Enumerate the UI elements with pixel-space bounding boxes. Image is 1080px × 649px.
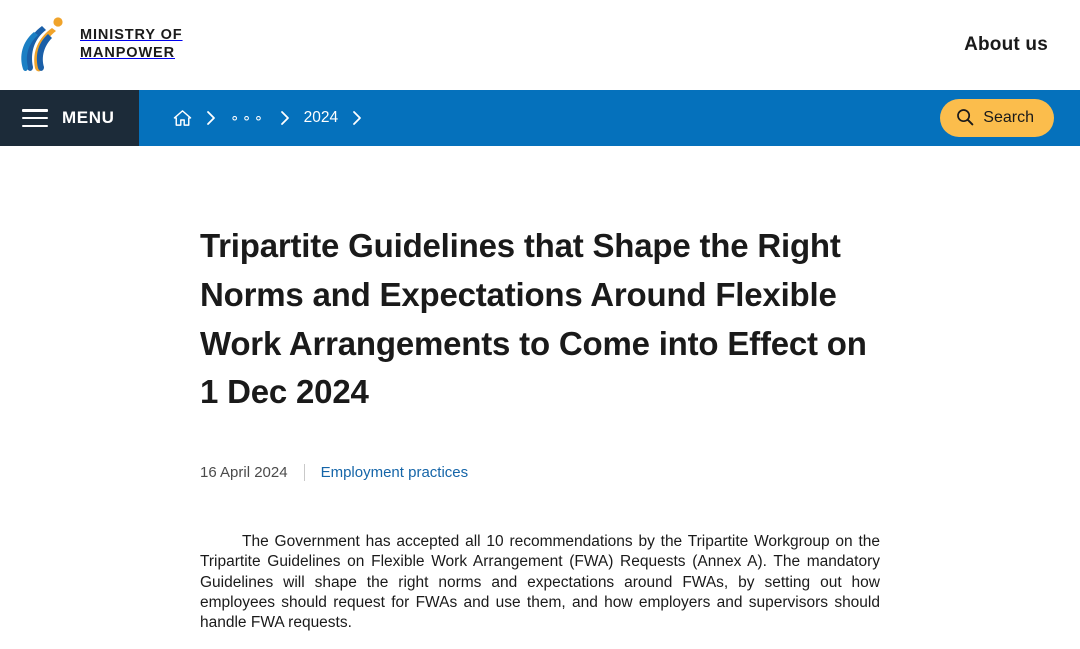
mom-logo-icon xyxy=(18,16,70,74)
article-date: 16 April 2024 xyxy=(200,464,288,482)
breadcrumb-item-2024[interactable]: 2024 xyxy=(303,109,339,126)
breadcrumb-home-icon[interactable] xyxy=(173,109,192,127)
article-body-paragraph: The Government has accepted all 10 recommendations by the Tripartite Workgroup on the Tripartite Guidelines on Flexible Work Arrangement (FWA) Requests (Annex A). The mandatory Guidelines will shape the right norms and expectations around FWAs, by setting out how employees should request for FWAs and use them, and how employers and supervisors should handle FWA requests. xyxy=(200,533,880,631)
breadcrumb-ellipsis[interactable]: ∘∘∘ xyxy=(230,110,266,127)
logo-wordmark xyxy=(80,27,183,62)
menu-button-label: MENU xyxy=(62,108,115,127)
breadcrumb-separator-icon xyxy=(206,110,216,126)
site-logo[interactable] xyxy=(18,16,183,74)
article-meta xyxy=(200,464,880,481)
meta-divider xyxy=(304,464,305,481)
menu-button[interactable] xyxy=(0,90,139,146)
site-header xyxy=(0,0,1080,90)
breadcrumb-separator-icon-3 xyxy=(352,110,362,126)
search-button[interactable] xyxy=(940,99,1054,137)
breadcrumb-separator-icon-2 xyxy=(280,110,290,126)
main-nav-bar xyxy=(0,90,1080,146)
about-us-link[interactable]: About us xyxy=(964,33,1048,55)
article-content xyxy=(0,146,1080,633)
logo-line-1: MINISTRY OF xyxy=(80,26,183,43)
page-title: Tripartite Guidelines that Shape the Right Norms and Expectations Around Flexible Work Arrangements to Come into Effect on 1 Dec 2024 xyxy=(200,227,867,411)
breadcrumb xyxy=(139,90,1080,146)
article-category-link[interactable]: Employment practices xyxy=(320,464,469,482)
search-button-label: Search xyxy=(983,109,1034,126)
search-icon xyxy=(956,108,974,129)
logo-line-2: MANPOWER xyxy=(80,44,175,61)
hamburger-icon xyxy=(22,109,48,127)
